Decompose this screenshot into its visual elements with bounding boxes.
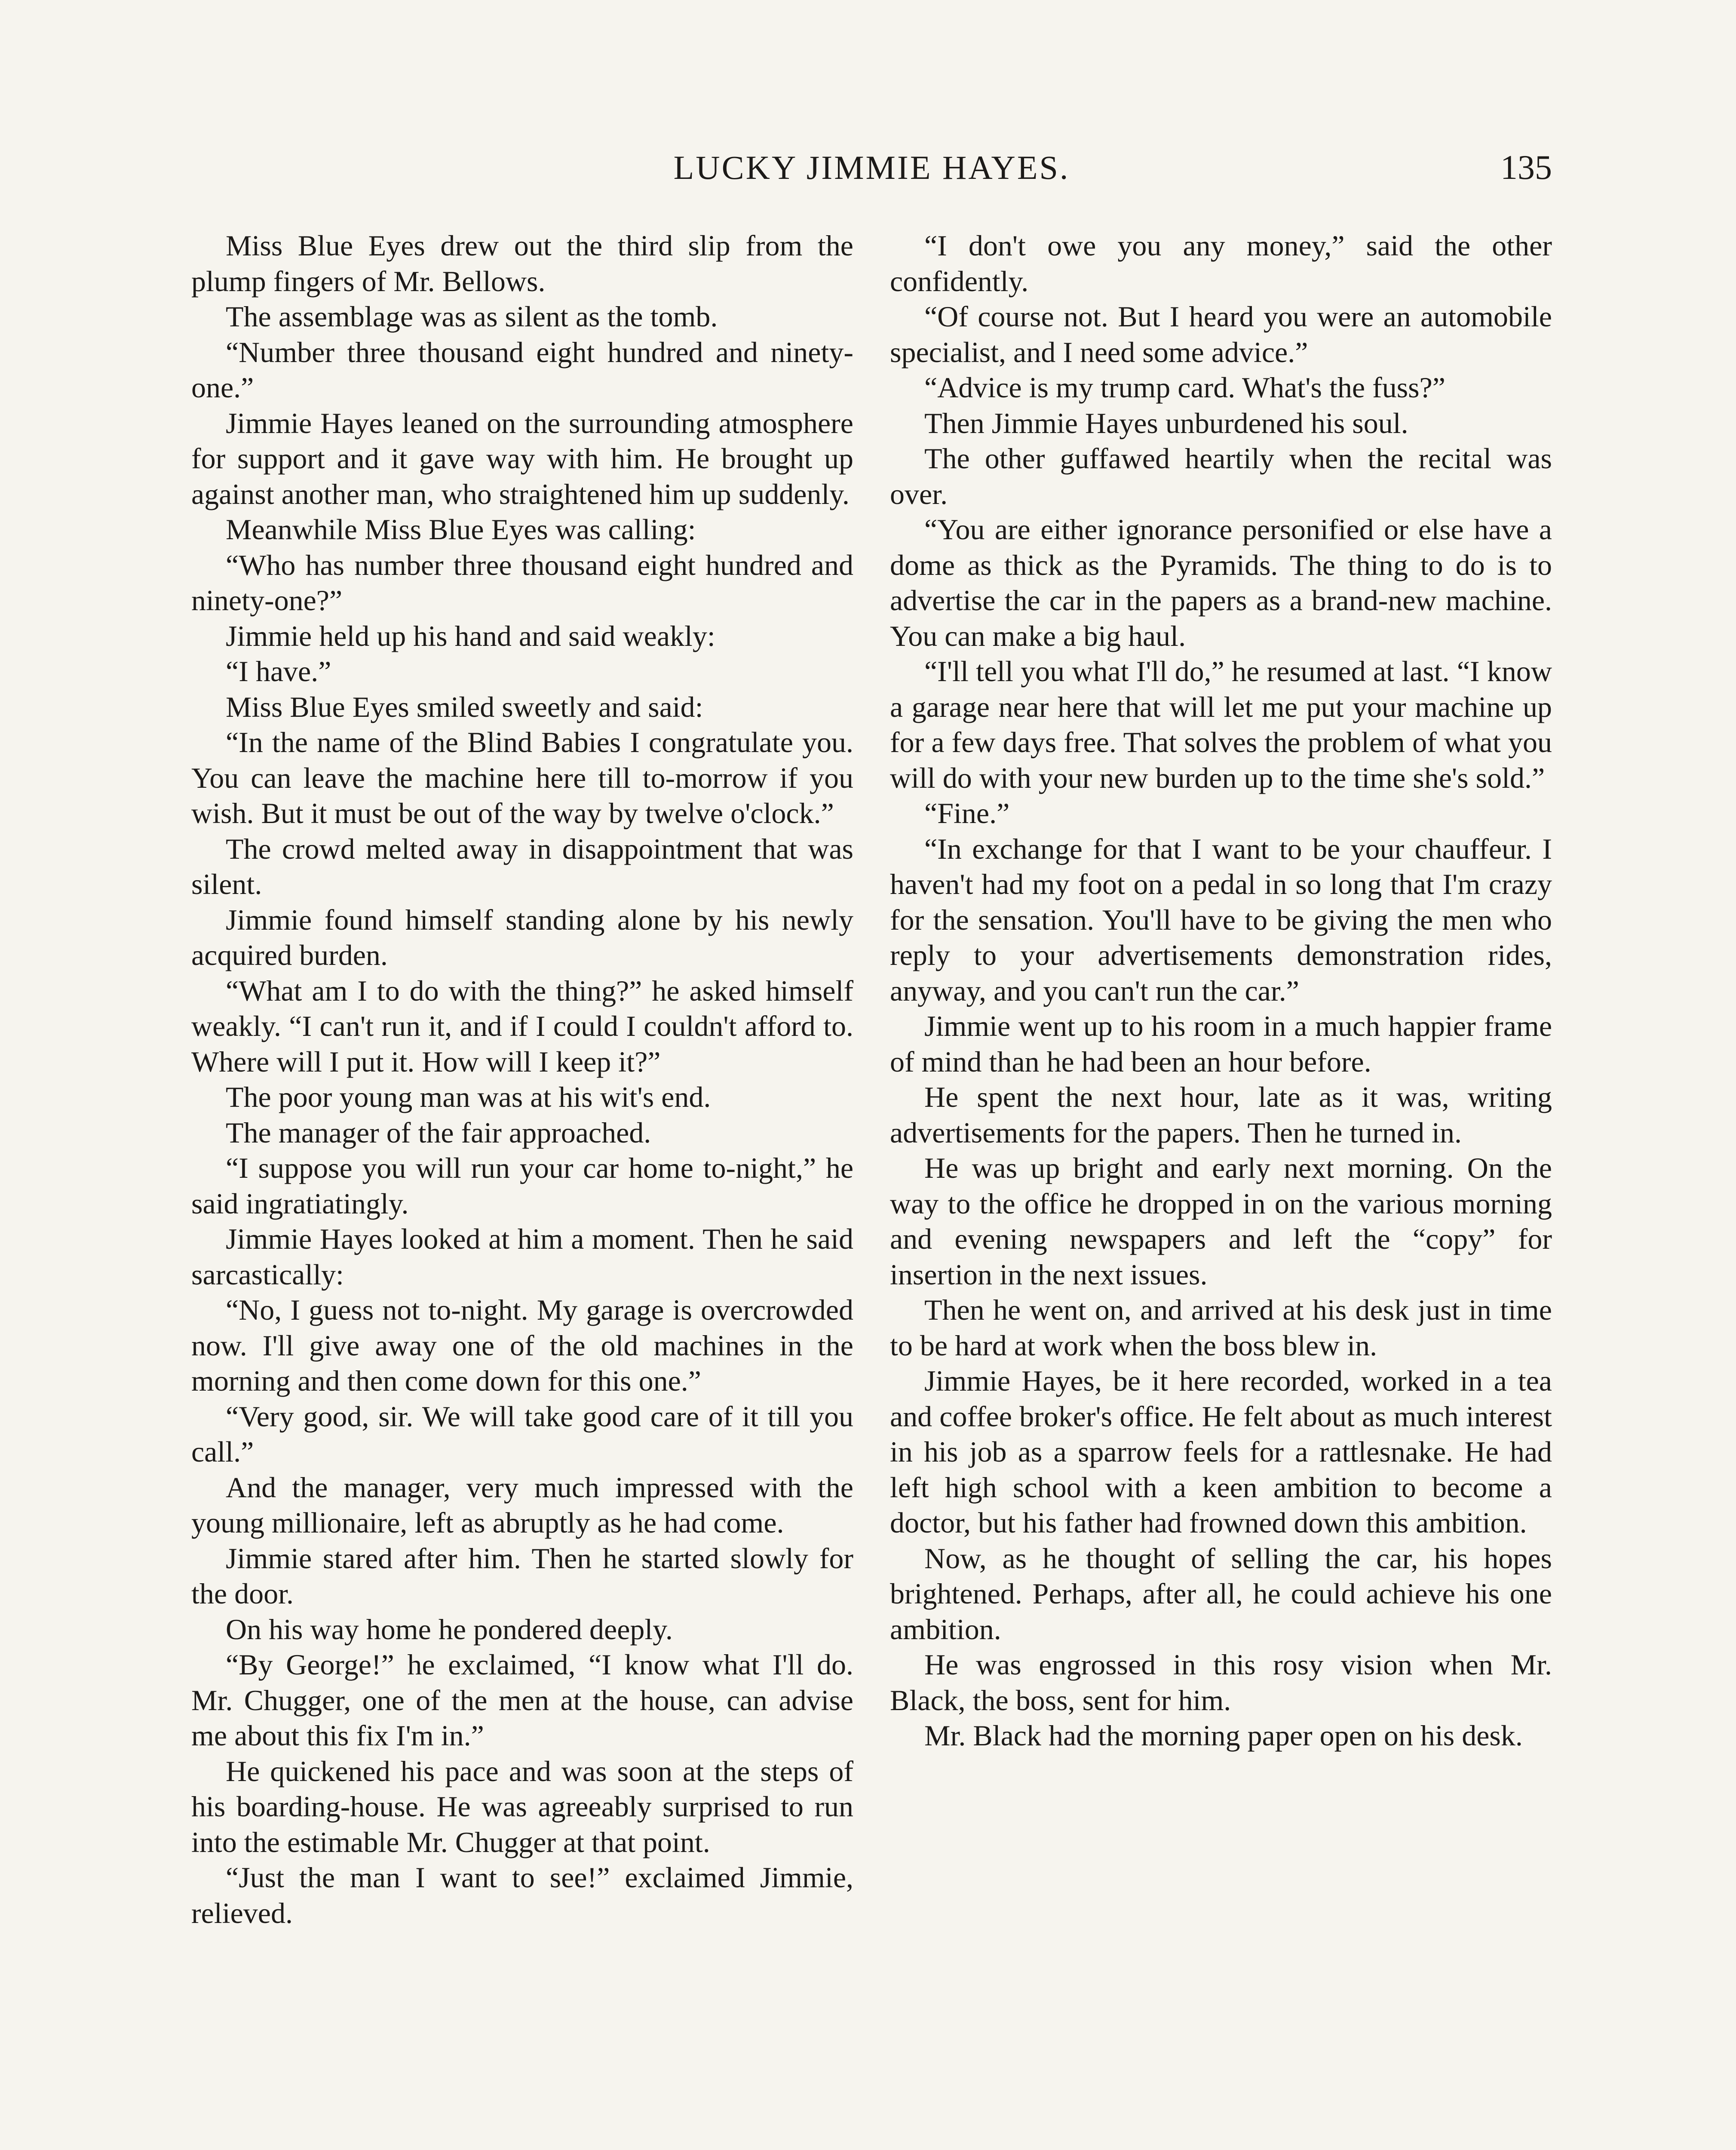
paragraph: He quickened his pace and was soon at the steps of his boarding-house. He was agreeably surprised to run into the estimable Mr. Chugger at that point. [191, 1754, 853, 1858]
paragraph: “No, I guess not to-night. My garage is overcrowded now. I'll give away one of the old machines in the morning and then come down for this one.” [191, 1293, 853, 1397]
paragraph: “In the name of the Blind Babies I congratulate you. You can leave the machine here till to-morrow if you wish. But it must be out of the way by twelve o'clock.” [191, 726, 853, 829]
paragraph: “I have.” [226, 655, 331, 688]
paragraph: “Advice is my trump card. What's the fuss?” [924, 371, 1445, 404]
paragraph: “In exchange for that I want to be your chauffeur. I haven't had my foot on a pedal in so long that I'm crazy for the sensation. You'll have to be giving the men who reply to your advertisements demonstration rides, anyway, and you can't run the car.” [890, 832, 1552, 1007]
paragraph: “What am I to do with the thing?” he asked himself weakly. “I can't run it, and if I could I couldn't afford to. Where will I put it. How will I keep it?” [191, 974, 853, 1078]
left-column [191, 228, 853, 1931]
paragraph: He was engrossed in this rosy vision when Mr. Black, the boss, sent for him. [890, 1648, 1552, 1717]
paragraph: “Number three thousand eight hundred and ninety-one.” [191, 335, 853, 404]
paragraph: He spent the next hour, late as it was, writing advertisements for the papers. Then he turned in. [890, 1081, 1552, 1149]
paragraph: The assemblage was as silent as the tomb. [226, 300, 718, 333]
paragraph: Jimmie held up his hand and said weakly: [226, 619, 715, 652]
paragraph: “By George!” he exclaimed, “I know what I'll do. Mr. Chugger, one of the men at the house, can advise me about this fix I'm in.” [191, 1648, 853, 1752]
paragraph: “Who has number three thousand eight hundred and ninety-one?” [191, 548, 853, 617]
paragraph: Jimmie stared after him. Then he started slowly for the door. [191, 1542, 853, 1610]
paragraph: He was up bright and early next morning. On the way to the office he dropped in on the various morning and evening newspapers and left the “copy” for insertion in the next issues. [890, 1152, 1552, 1291]
paragraph: “Of course not. But I heard you were an automobile specialist, and I need some advice.” [890, 300, 1552, 369]
paragraph: The poor young man was at his wit's end. [226, 1081, 711, 1113]
paragraph: “You are either ignorance personified or else have a dome as thick as the Pyramids. The thing to do is to advertise the car in the papers as a brand-new machine. You can make a big haul. [890, 513, 1552, 652]
paragraph: “Very good, sir. We will take good care of it till you call.” [191, 1400, 853, 1468]
paragraph: “I don't owe you any money,” said the other confidently. [890, 229, 1552, 298]
paragraph: Jimmie Hayes looked at him a moment. Then he said sarcastically: [191, 1222, 853, 1291]
paragraph: Miss Blue Eyes drew out the third slip from the plump fingers of Mr. Bellows. [191, 229, 853, 298]
paragraph: Jimmie went up to his room in a much happier frame of mind than he had been an hour before. [890, 1010, 1552, 1078]
paragraph: Then Jimmie Hayes unburdened his soul. [924, 406, 1408, 439]
page-header [191, 142, 1552, 194]
paragraph: Miss Blue Eyes smiled sweetly and said: [226, 690, 703, 723]
paragraph: Then he went on, and arrived at his desk just in time to be hard at work when the boss blew in. [890, 1293, 1552, 1362]
running-title: LUCKY JIMMIE HAYES. [673, 149, 1070, 186]
paragraph: On his way home he pondered deeply. [226, 1612, 673, 1646]
paragraph: “Just the man I want to see!” exclaimed Jimmie, relieved. [191, 1861, 853, 1929]
paragraph: Mr. Black had the morning paper open on his desk. [924, 1719, 1523, 1752]
paragraph: “I suppose you will run your car home to-night,” he said ingratiatingly. [191, 1152, 853, 1220]
paragraph: “I'll tell you what I'll do,” he resumed at last. “I know a garage near here that will let me put your machine up for a few days free. That solves the problem of what you will do with your new burden up to the time she's sold.” [890, 655, 1552, 794]
paragraph: Jimmie found himself standing alone by his newly acquired burden. [191, 903, 853, 971]
paragraph: Now, as he thought of selling the car, his hopes brightened. Perhaps, after all, he could achieve his one ambition. [890, 1542, 1552, 1646]
page-number: 135 [1500, 149, 1552, 187]
paragraph: The other guffawed heartily when the recital was over. [890, 442, 1552, 510]
paragraph: Jimmie Hayes, be it here recorded, worked in a tea and coffee broker's office. He felt about as much interest in his job as a sparrow feels for a rattlesnake. He had left high school with a keen ambition to become a doctor, but his father had frowned down this ambition. [890, 1364, 1552, 1539]
paragraph: And the manager, very much impressed with the young millionaire, left as abruptly as he had come. [191, 1471, 853, 1539]
right-column [890, 228, 1552, 1754]
paragraph: Jimmie Hayes leaned on the surrounding atmosphere for support and it gave way with him. He brought up against another man, who straightened him up suddenly. [191, 406, 853, 510]
paragraph: The crowd melted away in disappointment that was silent. [191, 832, 853, 900]
paragraph: “Fine.” [924, 797, 1010, 829]
paragraph: Meanwhile Miss Blue Eyes was calling: [226, 513, 696, 546]
paragraph: The manager of the fair approached. [226, 1116, 651, 1149]
